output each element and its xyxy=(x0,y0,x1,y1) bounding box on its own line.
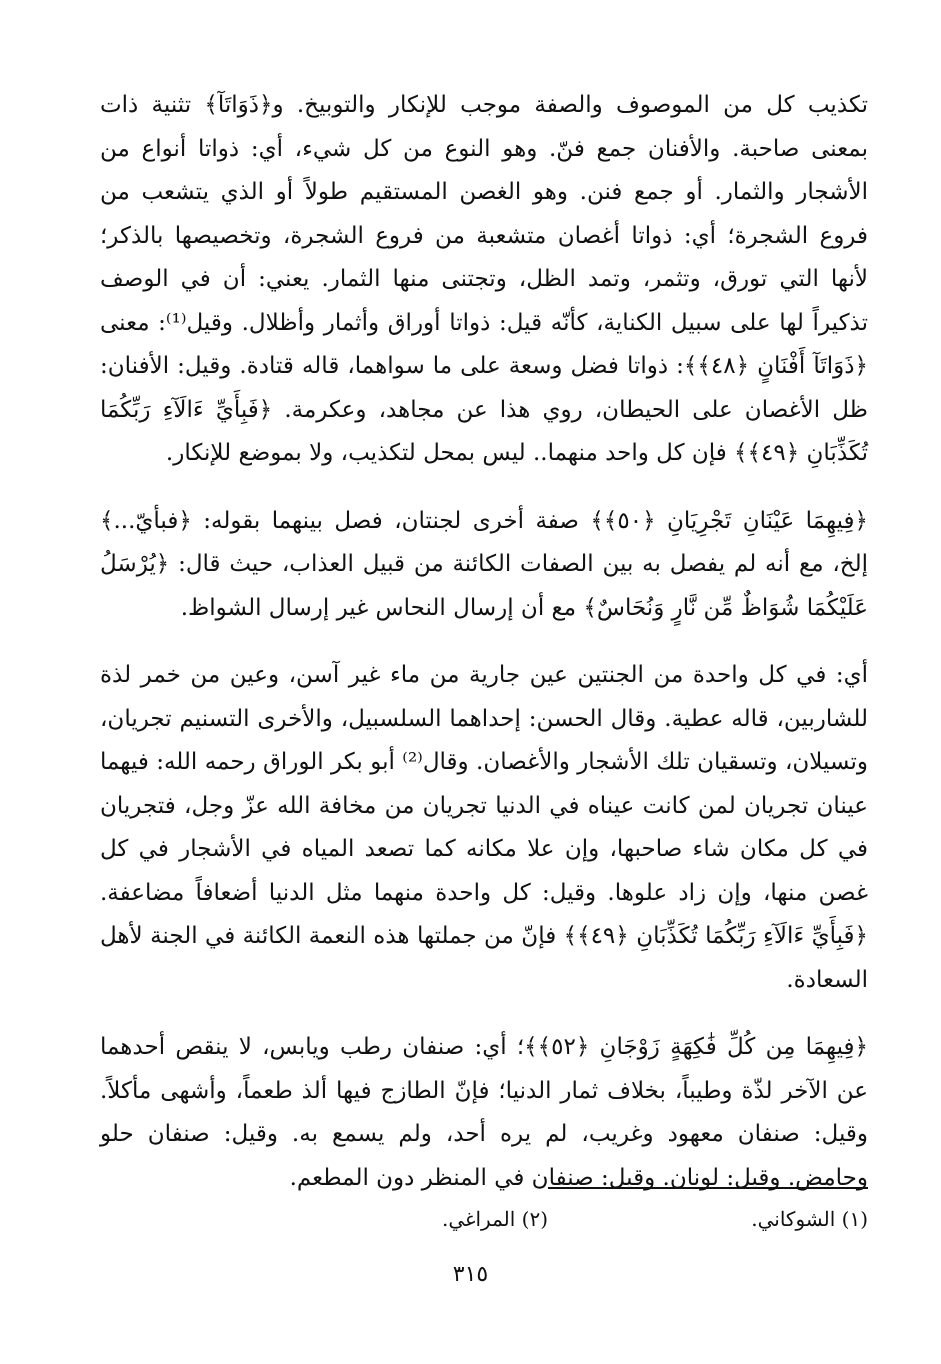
paragraph-1: تكذيب كل من الموصوف والصفة موجب للإنكار والتوبيخ. و﴿ذَوَاتَآ﴾ تثنية ذات بمعنى صاحبة. والأفنان جمع فنّ. وهو النوع من كل شيء، أي: ذواتا أنواع من الأشجار والثمار. أو جمع فنن. وهو الغصن المستقيم طولاً أو الذي يتشعب من فروع الشجرة؛ أي: ذواتا أغصان متشعبة من فروع الشجرة، وتخصيصها بالذكر؛ لأنها التي تورق، وتثمر، وتمد الظل، وتجتنى منها الثمار. يعني: أن في الوصف تذكيراً لها على سبيل الكناية، كأنّه قيل: ذواتا أوراق وأثمار وأظلال. وقيل⁽¹⁾: معنى ﴿ذَوَاتَآ أَفْنَانٍ ﴿٤٨﴾﴾: ذواتا فضل وسعة على ما سواهما، قاله قتادة. وقيل: الأفنان: ظل الأغصان على الحيطان، روي هذا عن مجاهد، وعكرمة. ﴿فَبِأَيِّ ءَالَآءِ رَبِّكُمَا تُكَذِّبَانِ ﴿٤٩﴾﴾ فإن كل واحد منهما.. ليس بمحل لتكذيب، ولا بموضع للإنكار. xyxy=(100,92,868,466)
paragraph-2: ﴿فِيهِمَا عَيْنَانِ تَجْرِيَانِ ﴿٥٠﴾﴾ صفة أخرى لجنتان، فصل بينهما بقوله: ﴿فبأيّ...﴾ إلخ، مع أنه لم يفصل به بين الصفات الكائنة من قبيل العذاب، حيث قال: ﴿يُرْسَلُ عَلَيْكُمَا شُوَاظٌ مِّن نَّارٍ وَنُحَاسٌ﴾ مع أن إرسال النحاس غير إرسال الشواظ. xyxy=(100,507,868,621)
page-body xyxy=(100,84,868,1200)
footnotes xyxy=(100,1204,868,1234)
footnote-2: (٢) المراغي. xyxy=(441,1207,548,1231)
footnote-1: (١) الشوكاني. xyxy=(751,1207,868,1231)
page-number: ٣١٥ xyxy=(452,1262,489,1287)
footnote-divider xyxy=(548,1187,868,1189)
paragraph-4: ﴿فِيهِمَا مِن كُلِّ فَٰكِهَةٍ زَوْجَانِ ﴿٥٢﴾﴾؛ أي: صنفان رطب ويابس، لا ينقص أحدهما عن الآخر لذّة وطيباً، بخلاف ثمار الدنيا؛ فإنّ الطازج فيها ألذ طعماً، وأشهى مأكلاً. وقيل: صنفان معهود وغريب، لم يره أحد، ولم يسمع به. وقيل: صنفان حلو وحامض. وقيل: لونان. وقيل: صنفان في المنظر دون المطعم. xyxy=(100,1034,868,1191)
paragraph-3: أي: في كل واحدة من الجنتين عين جارية من ماء غير آسن، وعين من خمر لذة للشاربين، قاله عطية. وقال الحسن: إحداهما السلسبيل، والأخرى التسنيم تجريان، وتسيلان، وتسقيان تلك الأشجار والأغصان. وقال⁽²⁾ أبو بكر الوراق رحمه الله: فيهما عينان تجريان لمن كانت عيناه في الدنيا تجريان من مخافة الله عزّ وجل، فتجريان في كل مكان شاء صاحبها، وإن علا مكانه كما تصعد المياه في الأشجار في كل غصن منها، وإن زاد علوها. وقيل: كل واحدة منهما مثل الدنيا أضعافاً مضاعفة. ﴿فَبِأَيِّ ءَالَآءِ رَبِّكُمَا تُكَذِّبَانِ ﴿٤٩﴾﴾ فإنّ من جملتها هذه النعمة الكائنة في الجنة لأهل السعادة. xyxy=(100,662,868,993)
